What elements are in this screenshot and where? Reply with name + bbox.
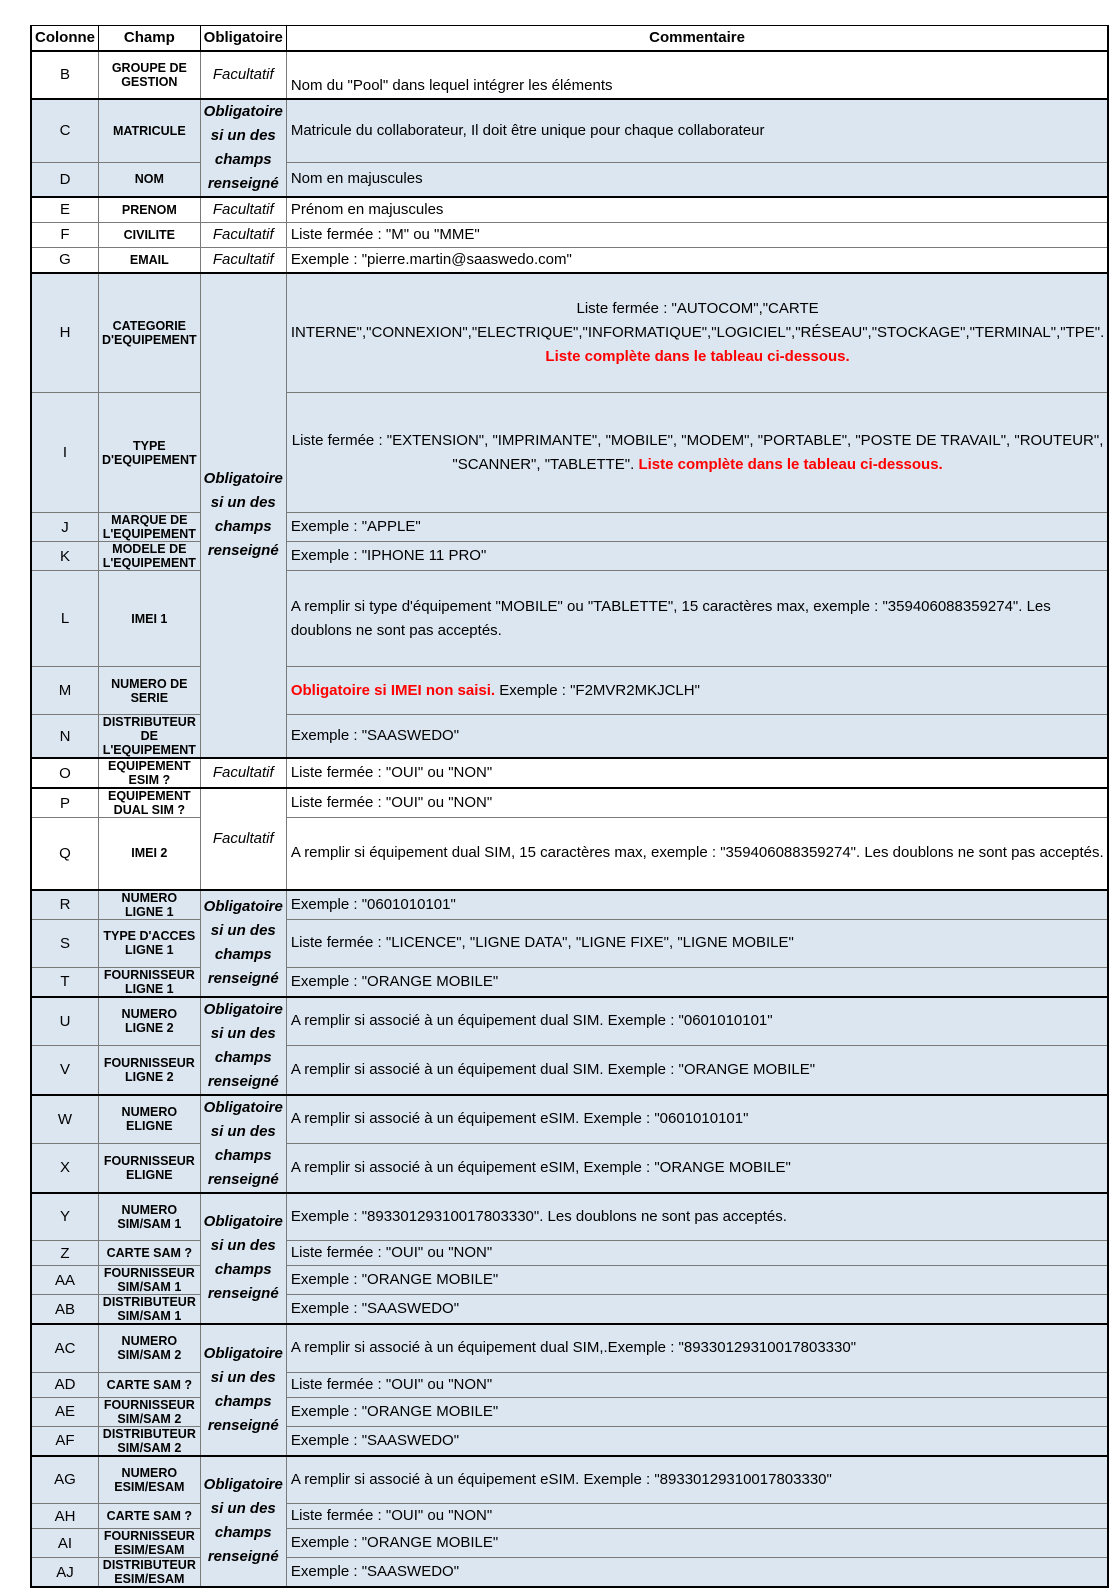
column-letter: F bbox=[31, 222, 99, 247]
requirement: Obligatoire si un des champs renseigné bbox=[200, 273, 286, 759]
comment: Liste fermée : "EXTENSION", "IMPRIMANTE", "MOBILE", "MODEM", "PORTABLE", "POSTE DE TRAVAIL", "ROUTEUR", "SCANNER", "TABLETTE". Liste complète dans le tableau ci-dessous. bbox=[286, 393, 1108, 513]
requirement: Obligatoire si un des champs renseigné bbox=[200, 997, 286, 1095]
table-row bbox=[31, 1529, 1108, 1558]
comment: Exemple : "SAASWEDO" bbox=[286, 1426, 1108, 1456]
column-letter: AI bbox=[31, 1529, 99, 1558]
field-name: FOURNISSEUR ESIM/ESAM bbox=[99, 1529, 201, 1558]
comment: Exemple : "ORANGE MOBILE" bbox=[286, 1529, 1108, 1558]
requirement: Obligatoire si un des champs renseigné bbox=[200, 99, 286, 197]
header-required: Obligatoire bbox=[200, 26, 286, 51]
comment: Liste fermée : "OUI" ou "NON" bbox=[286, 1504, 1108, 1529]
comment: Matricule du collaborateur, Il doit être unique pour chaque collaborateur bbox=[286, 99, 1108, 163]
field-name: NUMERO LIGNE 2 bbox=[99, 997, 201, 1046]
column-letter: J bbox=[31, 513, 99, 542]
table-row bbox=[31, 715, 1108, 759]
table-row bbox=[31, 667, 1108, 715]
table-row bbox=[31, 1372, 1108, 1397]
table-row bbox=[31, 542, 1108, 571]
field-name: FOURNISSEUR SIM/SAM 1 bbox=[99, 1266, 201, 1295]
field-name: GROUPE DE GESTION bbox=[99, 51, 201, 99]
table-row bbox=[31, 163, 1108, 197]
requirement: Obligatoire si un des champs renseigné bbox=[200, 1095, 286, 1193]
table-row bbox=[31, 1295, 1108, 1325]
field-name: FOURNISSEUR ELIGNE bbox=[99, 1144, 201, 1193]
requirement: Obligatoire si un des champs renseigné bbox=[200, 1456, 286, 1588]
comment: A remplir si associé à un équipement eSIM. Exemple : "89330129310017803330" bbox=[286, 1456, 1108, 1504]
column-letter: V bbox=[31, 1046, 99, 1095]
column-letter: X bbox=[31, 1144, 99, 1193]
column-letter: AF bbox=[31, 1426, 99, 1456]
column-letter: P bbox=[31, 788, 99, 818]
field-name: TYPE D'ACCES LIGNE 1 bbox=[99, 919, 201, 967]
table-row bbox=[31, 788, 1108, 818]
comment: Exemple : "SAASWEDO" bbox=[286, 1295, 1108, 1325]
requirement: Facultatif bbox=[200, 222, 286, 247]
comment: Exemple : "ORANGE MOBILE" bbox=[286, 1266, 1108, 1295]
field-name: NUMERO SIM/SAM 1 bbox=[99, 1193, 201, 1241]
requirement: Facultatif bbox=[200, 247, 286, 273]
comment: Exemple : "IPHONE 11 PRO" bbox=[286, 542, 1108, 571]
field-name: EQUIPEMENT DUAL SIM ? bbox=[99, 788, 201, 818]
column-letter: R bbox=[31, 890, 99, 920]
comment: Prénom en majuscules bbox=[286, 197, 1108, 223]
comment: A remplir si associé à un équipement eSIM, Exemple : "ORANGE MOBILE" bbox=[286, 1144, 1108, 1193]
table-row bbox=[31, 1426, 1108, 1456]
header-comment: Commentaire bbox=[286, 26, 1108, 51]
table-row bbox=[31, 247, 1108, 273]
column-letter: I bbox=[31, 393, 99, 513]
comment: Liste fermée : "OUI" ou "NON" bbox=[286, 1372, 1108, 1397]
table-row bbox=[31, 890, 1108, 920]
field-name: MODELE DE L'EQUIPEMENT bbox=[99, 542, 201, 571]
comment: Exemple : "SAASWEDO" bbox=[286, 1558, 1108, 1588]
column-letter: T bbox=[31, 967, 99, 997]
column-letter: AH bbox=[31, 1504, 99, 1529]
table-row bbox=[31, 222, 1108, 247]
table-row bbox=[31, 571, 1108, 667]
column-letter: D bbox=[31, 163, 99, 197]
column-letter: Y bbox=[31, 1193, 99, 1241]
table-row bbox=[31, 1095, 1108, 1144]
column-letter: U bbox=[31, 997, 99, 1046]
comment: Liste fermée : "OUI" ou "NON" bbox=[286, 788, 1108, 818]
column-letter: C bbox=[31, 99, 99, 163]
requirement: Facultatif bbox=[200, 197, 286, 223]
table-row bbox=[31, 758, 1108, 788]
column-letter: L bbox=[31, 571, 99, 667]
comment: Liste fermée : "AUTOCOM","CARTE INTERNE","CONNEXION","ELECTRIQUE","INFORMATIQUE","LOGICIEL","RÉSEAU","STOCKAGE","TERMINAL","TPE". Liste complète dans le tableau ci-dessous. bbox=[286, 273, 1108, 393]
comment: A remplir si associé à un équipement dual SIM. Exemple : "ORANGE MOBILE" bbox=[286, 1046, 1108, 1095]
table-row bbox=[31, 1397, 1108, 1426]
table-row bbox=[31, 197, 1108, 223]
field-name: CARTE SAM ? bbox=[99, 1504, 201, 1529]
table-row bbox=[31, 99, 1108, 163]
table-row bbox=[31, 51, 1108, 99]
header-column: Colonne bbox=[31, 26, 99, 51]
requirement: Obligatoire si un des champs renseigné bbox=[200, 1324, 286, 1456]
requirement: Facultatif bbox=[200, 51, 286, 99]
requirement: Facultatif bbox=[200, 788, 286, 890]
field-name: DISTRIBUTEUR DE L'EQUIPEMENT bbox=[99, 715, 201, 759]
comment: Nom du "Pool" dans lequel intégrer les éléments bbox=[286, 51, 1108, 99]
comment: Exemple : "SAASWEDO" bbox=[286, 715, 1108, 759]
field-name: CARTE SAM ? bbox=[99, 1241, 201, 1266]
field-name: TYPE D'EQUIPEMENT bbox=[99, 393, 201, 513]
field-name: NUMERO DE SERIE bbox=[99, 667, 201, 715]
field-name: DISTRIBUTEUR ESIM/ESAM bbox=[99, 1558, 201, 1588]
column-letter: B bbox=[31, 51, 99, 99]
table-row bbox=[31, 1046, 1108, 1095]
column-letter: AC bbox=[31, 1324, 99, 1372]
table-row bbox=[31, 1241, 1108, 1266]
field-name: NOM bbox=[99, 163, 201, 197]
column-letter: AE bbox=[31, 1397, 99, 1426]
column-letter: Z bbox=[31, 1241, 99, 1266]
column-letter: O bbox=[31, 758, 99, 788]
table-row bbox=[31, 393, 1108, 513]
comment: A remplir si associé à un équipement dual SIM,.Exemple : "89330129310017803330" bbox=[286, 1324, 1108, 1372]
column-letter: E bbox=[31, 197, 99, 223]
field-name: NUMERO SIM/SAM 2 bbox=[99, 1324, 201, 1372]
comment: Exemple : "ORANGE MOBILE" bbox=[286, 967, 1108, 997]
table-row bbox=[31, 1144, 1108, 1193]
column-letter: N bbox=[31, 715, 99, 759]
field-name: CARTE SAM ? bbox=[99, 1372, 201, 1397]
column-letter: AB bbox=[31, 1295, 99, 1325]
field-name: NUMERO ELIGNE bbox=[99, 1095, 201, 1144]
field-name: CATEGORIE D'EQUIPEMENT bbox=[99, 273, 201, 393]
table-row bbox=[31, 818, 1108, 890]
field-name: IMEI 1 bbox=[99, 571, 201, 667]
requirement: Obligatoire si un des champs renseigné bbox=[200, 1193, 286, 1325]
comment: Liste fermée : "M" ou "MME" bbox=[286, 222, 1108, 247]
comment: A remplir si associé à un équipement eSIM. Exemple : "0601010101" bbox=[286, 1095, 1108, 1144]
header-row bbox=[31, 26, 1108, 51]
header-field: Champ bbox=[99, 26, 201, 51]
column-letter: AJ bbox=[31, 1558, 99, 1588]
field-name: CIVILITE bbox=[99, 222, 201, 247]
comment: Exemple : "APPLE" bbox=[286, 513, 1108, 542]
comment: Exemple : "ORANGE MOBILE" bbox=[286, 1397, 1108, 1426]
import-spec-table bbox=[30, 25, 1109, 1588]
table-row bbox=[31, 513, 1108, 542]
table-row bbox=[31, 1504, 1108, 1529]
comment: Exemple : "0601010101" bbox=[286, 890, 1108, 920]
field-name: MARQUE DE L'EQUIPEMENT bbox=[99, 513, 201, 542]
comment: A remplir si type d'équipement "MOBILE" ou "TABLETTE", 15 caractères max, exemple : "359406088359274". Les doublons ne sont pas acceptés. bbox=[286, 571, 1108, 667]
table-row bbox=[31, 1266, 1108, 1295]
comment: Liste fermée : "LICENCE", "LIGNE DATA", "LIGNE FIXE", "LIGNE MOBILE" bbox=[286, 919, 1108, 967]
field-name: MATRICULE bbox=[99, 99, 201, 163]
field-name: IMEI 2 bbox=[99, 818, 201, 890]
comment: Obligatoire si IMEI non saisi. Exemple : "F2MVR2MKJCLH" bbox=[286, 667, 1108, 715]
field-name: DISTRIBUTEUR SIM/SAM 1 bbox=[99, 1295, 201, 1325]
column-letter: H bbox=[31, 273, 99, 393]
table-row bbox=[31, 1193, 1108, 1241]
field-name: EQUIPEMENT ESIM ? bbox=[99, 758, 201, 788]
table-row bbox=[31, 1456, 1108, 1504]
table-row bbox=[31, 919, 1108, 967]
field-name: FOURNISSEUR LIGNE 2 bbox=[99, 1046, 201, 1095]
table-row bbox=[31, 1324, 1108, 1372]
table-row bbox=[31, 1558, 1108, 1588]
column-letter: S bbox=[31, 919, 99, 967]
column-letter: W bbox=[31, 1095, 99, 1144]
field-name: NUMERO LIGNE 1 bbox=[99, 890, 201, 920]
column-letter: AG bbox=[31, 1456, 99, 1504]
field-name: EMAIL bbox=[99, 247, 201, 273]
comment: Nom en majuscules bbox=[286, 163, 1108, 197]
column-letter: Q bbox=[31, 818, 99, 890]
column-letter: M bbox=[31, 667, 99, 715]
column-letter: G bbox=[31, 247, 99, 273]
field-name: NUMERO ESIM/ESAM bbox=[99, 1456, 201, 1504]
table-row bbox=[31, 967, 1108, 997]
comment: A remplir si équipement dual SIM, 15 caractères max, exemple : "359406088359274". Les doublons ne sont pas acceptés. bbox=[286, 818, 1108, 890]
comment: Liste fermée : "OUI" ou "NON" bbox=[286, 758, 1108, 788]
column-letter: K bbox=[31, 542, 99, 571]
field-name: DISTRIBUTEUR SIM/SAM 2 bbox=[99, 1426, 201, 1456]
column-letter: AA bbox=[31, 1266, 99, 1295]
requirement: Facultatif bbox=[200, 758, 286, 788]
comment: Liste fermée : "OUI" ou "NON" bbox=[286, 1241, 1108, 1266]
column-letter: AD bbox=[31, 1372, 99, 1397]
comment: A remplir si associé à un équipement dual SIM. Exemple : "0601010101" bbox=[286, 997, 1108, 1046]
field-name: FOURNISSEUR SIM/SAM 2 bbox=[99, 1397, 201, 1426]
comment: Exemple : "pierre.martin@saaswedo.com" bbox=[286, 247, 1108, 273]
requirement: Obligatoire si un des champs renseigné bbox=[200, 890, 286, 997]
table-row bbox=[31, 273, 1108, 393]
field-name: FOURNISSEUR LIGNE 1 bbox=[99, 967, 201, 997]
table-row bbox=[31, 997, 1108, 1046]
comment: Exemple : "89330129310017803330". Les doublons ne sont pas acceptés. bbox=[286, 1193, 1108, 1241]
field-name: PRENOM bbox=[99, 197, 201, 223]
